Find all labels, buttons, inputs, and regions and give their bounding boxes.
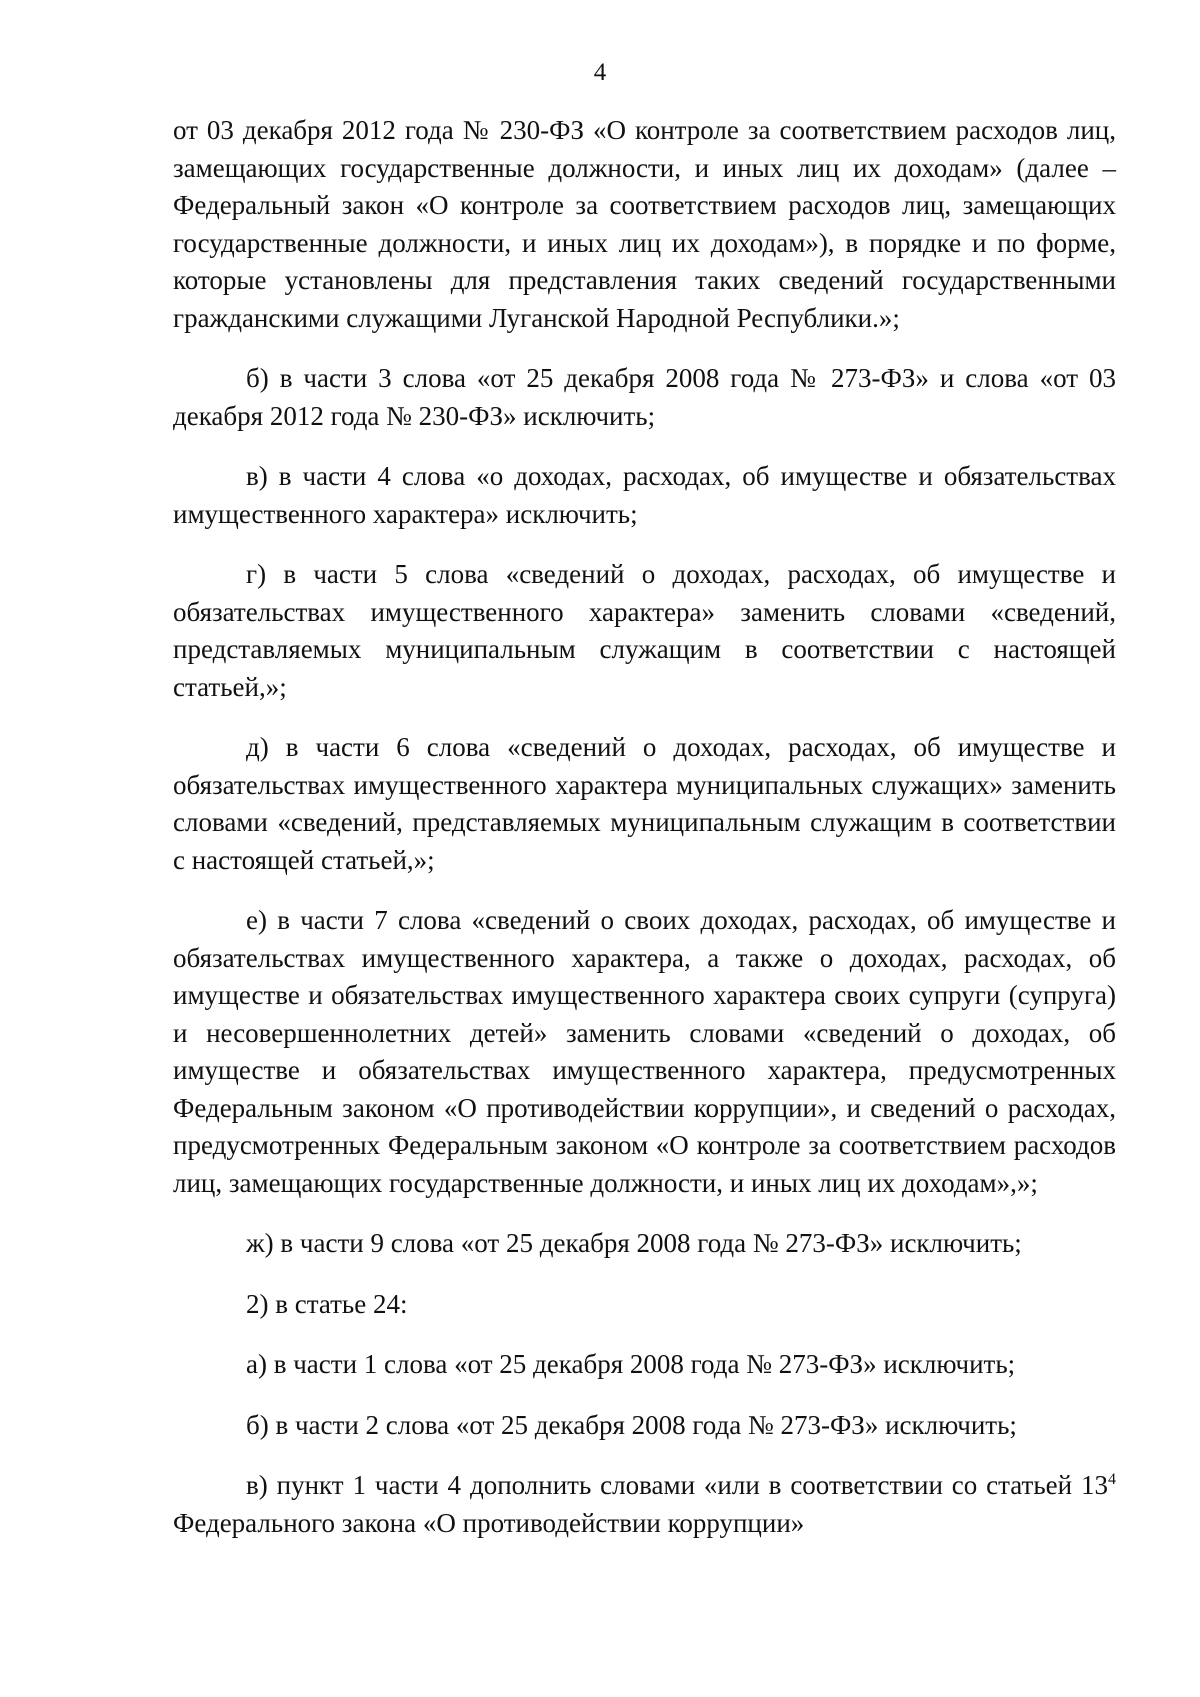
page-number: 4 <box>593 59 607 86</box>
paragraph-continuation: от 03 декабря 2012 года № 230-ФЗ «О контроле за соответствием расходов лиц, замещающих государственные должности, и иных лиц их доходам» (далее – Федеральный закон «О контроле за соответствием расходов лиц, замещающих государственные должности, и иных лиц их доходам»), в порядке и по форме, которые установлены для представления таких сведений государственными гражданскими служащими Луганской Народной Республики.»; <box>173 115 1116 333</box>
paragraph-item-b-part-2: б) в части 2 слова «от 25 декабря 2008 года № 273-ФЗ» исключить; <box>246 1409 1017 1440</box>
article-superscript: 4 <box>1108 1471 1116 1488</box>
paragraph-text-before-superscript: в) пункт 1 части 4 дополнить словами «или в соответствии со статьей 13 <box>246 1470 1108 1500</box>
paragraph-text-after-superscript: Федерального закона «О противодействии коррупции» <box>173 1507 805 1538</box>
paragraph-item-v-part-4: в) в части 4 слова «о доходах, расходах, об имуществе и обязательствах имущественного характера» исключить; <box>173 461 1116 529</box>
paragraph-item-b-part-3: б) в части 3 слова «от 25 декабря 2008 года № 273-ФЗ» и слова «от 03 декабря 2012 года № 230-ФЗ» исключить; <box>173 363 1116 431</box>
paragraph-item-g-part-5: г) в части 5 слова «сведений о доходах, расходах, об имуществе и обязательствах имущественного характера» заменить словами «сведений, представляемых муниципальным служащим в соответствии с настоящей статьей,»; <box>173 559 1116 702</box>
paragraph-item-d-part-6: д) в части 6 слова «сведений о доходах, расходах, об имуществе и обязательствах имущественного характера муниципальных служащих» заменить словами «сведений, представляемых муниципальным служащим в соответствии с настоящей статьей,»; <box>173 732 1116 875</box>
paragraph-item-e-part-7: е) в части 7 слова «сведений о своих доходах, расходах, об имуществе и обязательствах имущественного характера, а также о доходах, расходах, об имуществе и обязательствах имущественного характера своих супруги (супруга) и несовершеннолетних детей» заменить словами «сведений о доходах, об имуществе и обязательствах имущественного характера, предусмотренных Федеральным законом «О противодействии коррупции», и сведений о расходах, предусмотренных Федеральным законом «О контроле за соответствием расходов лиц, замещающих государственные должности, и иных лиц их доходам»,»; <box>173 905 1116 1198</box>
paragraph-item-a-part-1: а) в части 1 слова «от 25 декабря 2008 года № 273-ФЗ» исключить; <box>246 1349 1016 1379</box>
document-body <box>173 112 1116 1565</box>
paragraph-item-zh-part-9: ж) в части 9 слова «от 25 декабря 2008 года № 273-ФЗ» исключить; <box>246 1228 1022 1258</box>
paragraph-item-v-point-1 <box>173 1467 1116 1542</box>
paragraph-article-24: 2) в статье 24: <box>246 1288 408 1319</box>
